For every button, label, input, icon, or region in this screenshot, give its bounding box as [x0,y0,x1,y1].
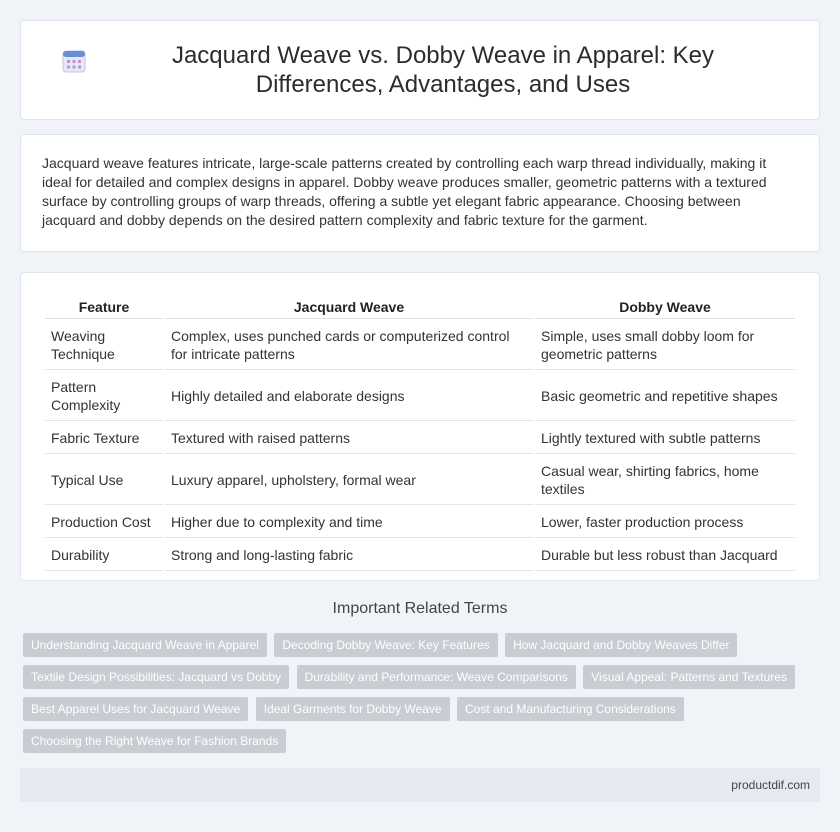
jacquard-cell: Strong and long-lasting fabric [165,540,533,571]
dobby-cell: Lightly textured with subtle patterns [535,423,795,454]
dobby-cell: Casual wear, shirting fabrics, home textiles [535,456,795,505]
jacquard-cell: Luxury apparel, upholstery, formal wear [165,456,533,505]
column-header-feature: Feature [45,295,163,319]
table-row [45,507,795,538]
related-term-tag[interactable]: Ideal Garments for Dobby Weave [256,697,450,721]
dobby-cell: Simple, uses small dobby loom for geometric patterns [535,321,795,370]
feature-cell: Durability [45,540,163,571]
comparison-table [43,293,797,573]
intro-text: Jacquard weave features intricate, large-scale patterns created by controlling each warp thread individually, making it ideal for detailed and complex designs in apparel. Dobby weave produces smaller, geometric patterns with a textured surface by controlling groups of warp threads, offering a subtle yet elegant fabric appearance. Choosing between jacquard and dobby depends on the desired pattern complexity and fabric texture for the garment. [42,155,767,228]
table-header-row [45,295,795,319]
feature-cell: Production Cost [45,507,163,538]
jacquard-cell: Textured with raised patterns [165,423,533,454]
table-row [45,372,795,421]
table-row [45,423,795,454]
related-term-tag[interactable]: Durability and Performance: Weave Comparisons [297,665,576,689]
column-header-jacquard: Jacquard Weave [165,295,533,319]
related-term-tag[interactable]: Understanding Jacquard Weave in Apparel [23,633,267,657]
related-term-tag[interactable]: Textile Design Possibilities: Jacquard vs Dobby [23,665,289,689]
dobby-cell: Basic geometric and repetitive shapes [535,372,795,421]
related-term-tag[interactable]: How Jacquard and Dobby Weaves Differ [505,633,737,657]
header-card [20,20,820,120]
related-term-tag[interactable]: Cost and Manufacturing Considerations [457,697,684,721]
jacquard-cell: Higher due to complexity and time [165,507,533,538]
comparison-table-card [20,272,820,581]
related-term-tag[interactable]: Decoding Dobby Weave: Key Features [274,633,497,657]
feature-cell: Weaving Technique [45,321,163,370]
related-term-tag[interactable]: Choosing the Right Weave for Fashion Brands [23,729,286,753]
column-header-dobby: Dobby Weave [535,295,795,319]
related-terms-list [23,633,823,761]
title-wrap [60,41,780,99]
page-title: Jacquard Weave vs. Dobby Weave in Apparel: Key Differences, Advantages, and Uses [171,42,715,98]
intro-card [20,134,820,252]
related-terms-title: Important Related Terms [332,600,508,617]
feature-cell: Pattern Complexity [45,372,163,421]
table-row [45,456,795,505]
jacquard-cell: Complex, uses punched cards or computerized control for intricate patterns [165,321,533,370]
dobby-cell: Lower, faster production process [535,507,795,538]
footer [20,768,820,802]
feature-cell: Typical Use [45,456,163,505]
calendar-grid-icon [60,47,88,75]
related-term-tag[interactable]: Visual Appeal: Patterns and Textures [583,665,795,689]
table-row [45,540,795,571]
table-row [45,321,795,370]
dobby-cell: Durable but less robust than Jacquard [535,540,795,571]
footer-site-link[interactable]: productdif.com [731,778,810,792]
related-term-tag[interactable]: Best Apparel Uses for Jacquard Weave [23,697,248,721]
jacquard-cell: Highly detailed and elaborate designs [165,372,533,421]
feature-cell: Fabric Texture [45,423,163,454]
